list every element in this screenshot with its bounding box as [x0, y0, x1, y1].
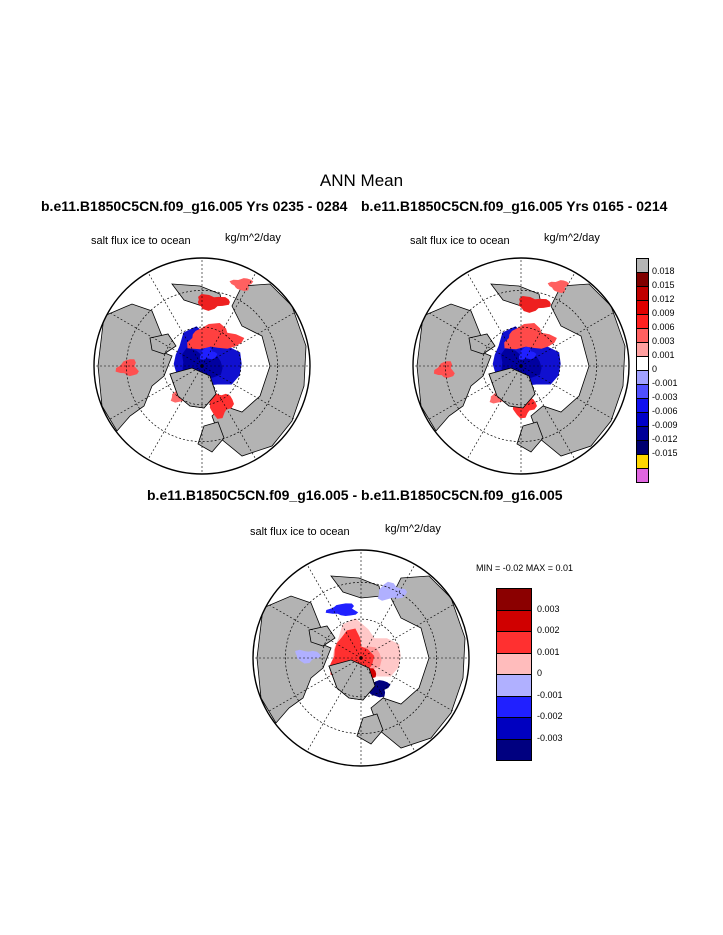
colorbar-swatch	[636, 342, 649, 357]
colorbar-tick-label: 0.009	[652, 308, 675, 318]
panel-2-variable-label: salt flux ice to ocean	[410, 235, 510, 247]
colorbar-swatch	[636, 398, 649, 413]
colorbar-swatch	[496, 717, 532, 740]
map-area	[251, 548, 471, 768]
map-area	[411, 256, 631, 476]
colorbar-swatch	[636, 314, 649, 329]
colorbar-tick-label: 0.018	[652, 266, 675, 276]
panel-1-variable-label: salt flux ice to ocean	[91, 235, 191, 247]
colorbar-tick-label: 0.002	[537, 625, 560, 635]
polar-map-panel-2	[411, 256, 631, 476]
colorbar-tick-label: 0.003	[537, 603, 560, 614]
panel-3-variable-label: salt flux ice to ocean	[250, 526, 350, 538]
colorbar-swatch	[636, 454, 649, 469]
colorbar-tick-label: -0.012	[652, 434, 678, 444]
colorbar-panels-1-2	[636, 258, 723, 470]
colorbar-tick-label: 0.003	[652, 336, 675, 346]
colorbar-swatch	[636, 370, 649, 385]
colorbar-tick-label: 0.001	[652, 350, 675, 360]
panel-2-units-label: kg/m^2/day	[544, 232, 600, 244]
colorbar-swatch	[636, 286, 649, 301]
colorbar-swatch	[496, 631, 532, 654]
panel-1-title: b.e11.B1850C5CN.f09_g16.005 Yrs 0235 - 0284	[41, 198, 348, 214]
colorbar-swatch	[636, 272, 649, 287]
colorbar-tick-label: 0.015	[652, 280, 675, 290]
colorbar-tick-label: -0.003	[652, 392, 678, 402]
colorbar-swatch	[496, 674, 532, 697]
colorbar-swatch	[496, 588, 532, 611]
panel-3-units-label: kg/m^2/day	[385, 523, 441, 535]
colorbar-tick-label: -0.002	[537, 711, 563, 721]
colorbar-tick-label: 0.012	[652, 294, 675, 304]
colorbar-tick-label: 0.001	[537, 646, 560, 657]
colorbar-swatch	[636, 300, 649, 315]
polar-map-panel-1	[92, 256, 312, 476]
colorbar-tick-label: -0.006	[652, 406, 678, 416]
colorbar-swatch	[496, 696, 532, 719]
colorbar-tick-label: 0	[652, 364, 658, 374]
colorbar-tick-label: -0.015	[652, 448, 678, 458]
colorbar-swatch	[496, 653, 532, 676]
colorbar-swatch	[636, 426, 649, 441]
colorbar-swatch	[636, 468, 649, 483]
colorbar-tick-label: 0	[537, 668, 543, 678]
colorbar-swatch	[636, 440, 649, 455]
panel-1-units-label: kg/m^2/day	[225, 232, 281, 244]
main-title: ANN Mean	[319, 171, 404, 190]
panel-2-title: b.e11.B1850C5CN.f09_g16.005 Yrs 0165 - 0214	[361, 198, 668, 214]
polar-map-panel-3	[251, 548, 471, 768]
colorbar-swatch	[636, 384, 649, 399]
colorbar-swatch	[636, 412, 649, 427]
colorbar-tick-label: 0.006	[652, 322, 675, 332]
colorbar-panel-3	[496, 588, 586, 762]
colorbar-swatch	[636, 258, 649, 273]
colorbar-tick-label: -0.009	[652, 420, 678, 430]
colorbar-swatch	[496, 739, 532, 762]
map-area	[92, 256, 312, 476]
colorbar-swatch	[636, 356, 649, 371]
colorbar-tick-label: -0.001	[537, 689, 563, 700]
panel-3-min-max: MIN = -0.02 MAX = 0.01	[476, 563, 574, 573]
panel-3-title: b.e11.B1850C5CN.f09_g16.005 - b.e11.B1850C5CN.f09_g16.005	[147, 487, 563, 503]
colorbar-swatch	[636, 328, 649, 343]
colorbar-tick-label: -0.001	[652, 378, 678, 388]
colorbar-tick-label: -0.003	[537, 732, 563, 743]
colorbar-swatch	[496, 610, 532, 633]
